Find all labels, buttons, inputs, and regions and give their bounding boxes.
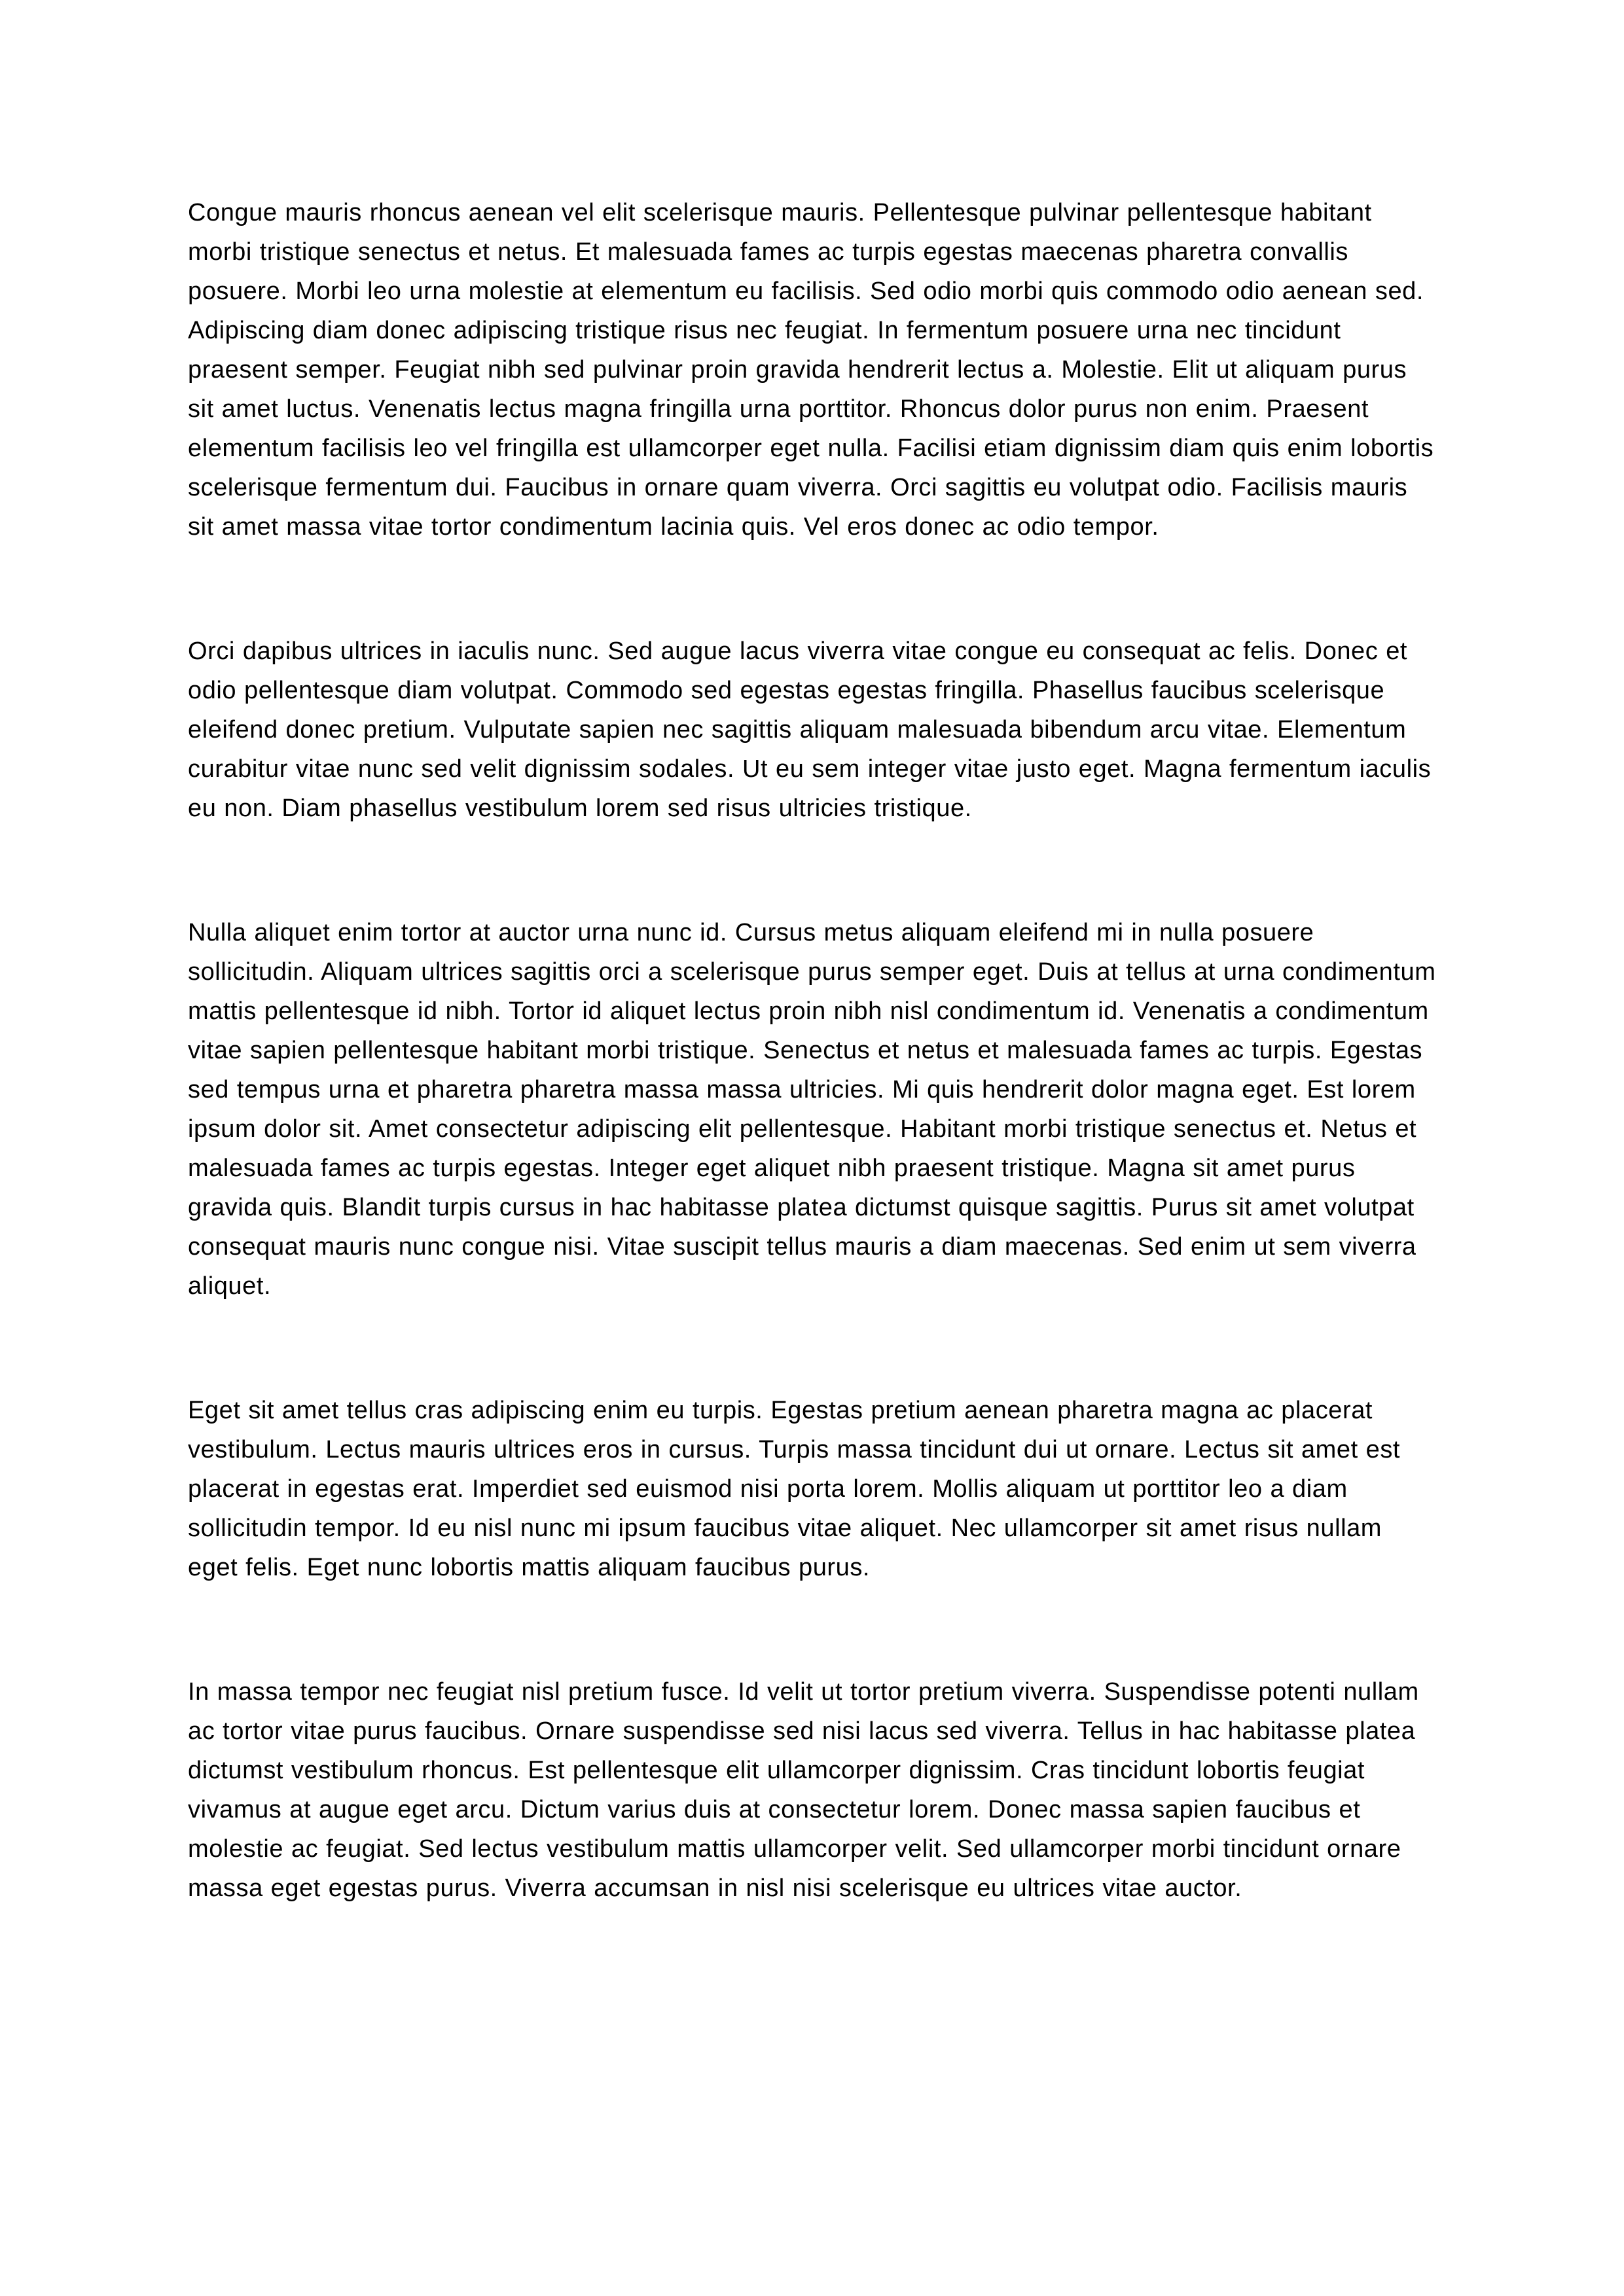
paragraph: Orci dapibus ultrices in iaculis nunc. Sed augue lacus viverra vitae congue eu consequat ac felis. Donec et odio pellentesque diam volutpat. Commodo sed egestas egestas fringilla. Phasellus faucibus scelerisque eleifend donec pretium. Vulputate sapien nec sagittis aliquam malesuada bibendum arcu vitae. Elementum curabitur vitae nunc sed velit dignissim sodales. Ut eu sem integer vitae justo eget. Magna fermentum iaculis eu non. Diam phasellus vestibulum lorem sed risus ultricies tristique. (188, 637, 1432, 822)
paragraph: Nulla aliquet enim tortor at auctor urna nunc id. Cursus metus aliquam eleifend mi in nulla posuere sollicitudin. Aliquam ultrices sagittis orci a scelerisque purus semper eget. Duis at tellus at urna condimentum mattis pellentesque id nibh. Tortor id aliquet lectus proin nibh nisl condimentum id. Venenatis a condimentum vitae sapien pellentesque habitant morbi tristique. Senectus et netus et malesuada fames ac turpis. Egestas sed tempus urna et pharetra pharetra massa massa ultricies. Mi quis hendrerit dolor magna eget. Est lorem ipsum dolor sit. Amet consectetur adipiscing elit pellentesque. Habitant morbi tristique senectus et. Netus et malesuada fames ac turpis egestas. Integer eget aliquet nibh praesent tristique. Magna sit amet purus gravida quis. Blandit turpis cursus in hac habitasse platea dictumst quisque sagittis. Purus sit amet volutpat consequat mauris nunc congue nisi. Vitae suscipit tellus mauris a diam maecenas. Sed enim ut sem viverra aliquet. (188, 919, 1436, 1300)
paragraph: Congue mauris rhoncus aenean vel elit scelerisque mauris. Pellentesque pulvinar pellentesque habitant morbi tristique senectus et netus. Et malesuada fames ac turpis egestas maecenas pharetra convallis posuere. Morbi leo urna molestie at elementum eu facilisis. Sed odio morbi quis commodo odio aenean sed. Adipiscing diam donec adipiscing tristique risus nec feugiat. In fermentum posuere urna nec tincidunt praesent semper. Feugiat nibh sed pulvinar proin gravida hendrerit lectus a. Molestie. Elit ut aliquam purus sit amet luctus. Venenatis lectus magna fringilla urna porttitor. Rhoncus dolor purus non enim. Praesent elementum facilisis leo vel fringilla est ullamcorper eget nulla. Facilisi etiam dignissim diam quis enim lobortis scelerisque fermentum dui. Faucibus in ornare quam viverra. Orci sagittis eu volutpat odio. Facilisis mauris sit amet massa vitae tortor condimentum lacinia quis. Vel eros donec ac odio tempor. (188, 199, 1434, 541)
paragraph: In massa tempor nec feugiat nisl pretium fusce. Id velit ut tortor pretium viverra. Suspendisse potenti nullam ac tortor vitae purus faucibus. Ornare suspendisse sed nisi lacus sed viverra. Tellus in hac habitasse platea dictumst vestibulum rhoncus. Est pellentesque elit ullamcorper dignissim. Cras tincidunt lobortis feugiat vivamus at augue eget arcu. Dictum varius duis at consectetur lorem. Donec massa sapien faucibus et molestie ac feugiat. Sed lectus vestibulum mattis ullamcorper velit. Sed ullamcorper morbi tincidunt ornare massa eget egestas purus. Viverra accumsan in nisl nisi scelerisque eu ultrices vitae auctor. (188, 1678, 1419, 1902)
document-body (188, 193, 1436, 1908)
paragraph: Eget sit amet tellus cras adipiscing enim eu turpis. Egestas pretium aenean pharetra magna ac placerat vestibulum. Lectus mauris ultrices eros in cursus. Turpis massa tincidunt dui ut ornare. Lectus sit amet est placerat in egestas erat. Imperdiet sed euismod nisi porta lorem. Mollis aliquam ut porttitor leo a diam sollicitudin tempor. Id eu nisl nunc mi ipsum faucibus vitae aliquet. Nec ullamcorper sit amet risus nullam eget felis. Eget nunc lobortis mattis aliquam faucibus purus. (188, 1397, 1401, 1581)
